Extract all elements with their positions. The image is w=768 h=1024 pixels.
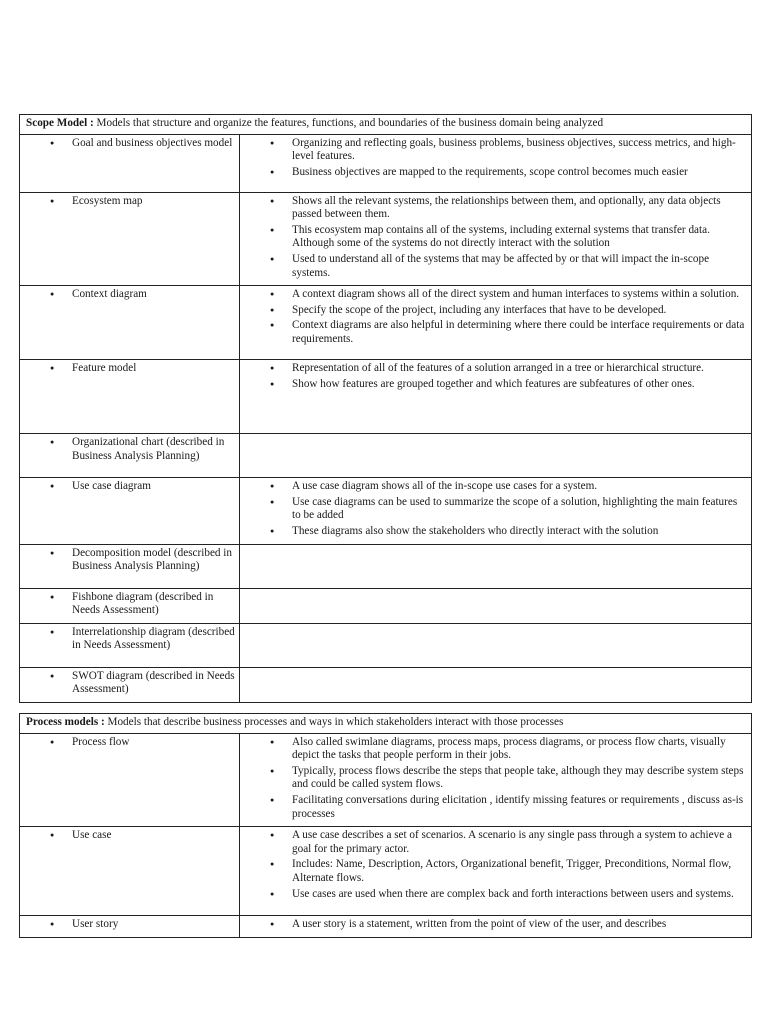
model-name: ● SWOT diagram (described in Needs Assessment) [24, 670, 235, 697]
description-point: ● Show how features are grouped together and which features are subfeatures of other ones. [244, 378, 747, 392]
process-header [20, 714, 752, 734]
model-name: ● Context diagram [24, 288, 235, 302]
model-description-cell [240, 434, 752, 478]
process-title: Process models : [26, 716, 105, 728]
table-row [20, 733, 752, 827]
model-description-cell [240, 360, 752, 434]
description-point: ● This ecosystem map contains all of the systems, including external systems that transfer data. Although some of the systems do not directly interact with the solution [244, 224, 747, 251]
scope-model-body [20, 115, 752, 703]
description-list [244, 829, 747, 901]
description-point: ● Includes: Name, Description, Actors, Organizational benefit, Trigger, Preconditions, Normal flow, Alternate flows. [244, 858, 747, 885]
description-point: ● Representation of all of the features of a solution arranged in a tree or hierarchical structure. [244, 362, 747, 376]
description-point: ● Also called swimlane diagrams, process maps, process diagrams, or process flow charts, visually depict the tasks that people perform in their jobs. [244, 736, 747, 763]
model-name: ● Decomposition model (described in Business Analysis Planning) [24, 547, 235, 574]
table-row [20, 134, 752, 192]
model-description-cell [240, 286, 752, 360]
model-name: ● Feature model [24, 362, 235, 376]
model-name-cell [20, 916, 240, 938]
process-models-table [19, 713, 752, 938]
model-description-cell [240, 544, 752, 588]
description-list [244, 918, 747, 932]
model-name-cell [20, 434, 240, 478]
model-name: ● User story [24, 918, 235, 932]
process-description: Models that describe business processes and ways in which stakeholders interact with those processes [104, 716, 564, 728]
process-models-body [20, 714, 752, 938]
scope-description: Models that structure and organize the features, functions, and boundaries of the business domain being analyzed [93, 117, 604, 129]
description-point: ● Use case diagrams can be used to summarize the scope of a solution, highlighting the main features to be added [244, 496, 747, 523]
scope-header-row [20, 115, 752, 135]
model-description-cell [240, 588, 752, 623]
table-row [20, 434, 752, 478]
description-point: ● Business objectives are mapped to the requirements, scope control becomes much easier [244, 166, 747, 180]
description-list [244, 195, 747, 281]
model-name-cell [20, 733, 240, 827]
table-row [20, 623, 752, 667]
table-row [20, 588, 752, 623]
scope-model-table [19, 114, 752, 703]
model-description-cell [240, 192, 752, 286]
table-row [20, 916, 752, 938]
description-list [244, 288, 747, 346]
table-row [20, 192, 752, 286]
model-name-list [24, 591, 235, 618]
model-description-cell [240, 733, 752, 827]
description-point: ● A use case describes a set of scenarios. A scenario is any single pass through a system to achieve a goal for the primary actor. [244, 829, 747, 856]
model-name-cell [20, 827, 240, 916]
model-name-list [24, 829, 235, 843]
table-row [20, 286, 752, 360]
description-point: ● These diagrams also show the stakeholders who directly interact with the solution [244, 525, 747, 539]
description-point: ● Specify the scope of the project, including any interfaces that have to be developed. [244, 304, 747, 318]
model-name-cell [20, 667, 240, 702]
model-description-cell [240, 623, 752, 667]
model-name-cell [20, 478, 240, 544]
table-row [20, 360, 752, 434]
model-name-cell [20, 192, 240, 286]
model-name-list [24, 547, 235, 574]
scope-title: Scope Model : [26, 117, 94, 129]
process-header-row [20, 714, 752, 734]
model-description-cell [240, 916, 752, 938]
description-point: ● A context diagram shows all of the direct system and human interfaces to systems within a solution. [244, 288, 747, 302]
model-name-list [24, 480, 235, 494]
model-name-list [24, 195, 235, 209]
model-name: ● Ecosystem map [24, 195, 235, 209]
description-point: ● Context diagrams are also helpful in determining where there could be interface requirements or data requirements. [244, 319, 747, 346]
table-row [20, 667, 752, 702]
model-name-list [24, 626, 235, 653]
model-name-list [24, 670, 235, 697]
model-name-list [24, 436, 235, 463]
model-name-cell [20, 360, 240, 434]
description-point: ● A user story is a statement, written from the point of view of the user, and describes [244, 918, 747, 932]
model-name: ● Goal and business objectives model [24, 137, 235, 151]
description-list [244, 362, 747, 391]
description-list [244, 137, 747, 180]
model-name: ● Use case diagram [24, 480, 235, 494]
model-name: ● Interrelationship diagram (described in Needs Assessment) [24, 626, 235, 653]
model-name-cell [20, 588, 240, 623]
description-list [244, 480, 747, 538]
description-point: ● Used to understand all of the systems that may be affected by or that will impact the in-scope systems. [244, 253, 747, 280]
model-description-cell [240, 827, 752, 916]
description-point: ● Typically, process flows describe the steps that people take, although they may describe system steps and could be called system flows. [244, 765, 747, 792]
model-name-list [24, 736, 235, 750]
model-name-cell [20, 134, 240, 192]
table-row [20, 478, 752, 544]
model-name-list [24, 137, 235, 151]
description-point: ● Shows all the relevant systems, the relationships between them, and optionally, any data objects passed between them. [244, 195, 747, 222]
model-name-cell [20, 623, 240, 667]
model-name-list [24, 362, 235, 376]
model-name: ● Fishbone diagram (described in Needs Assessment) [24, 591, 235, 618]
scope-header [20, 115, 752, 135]
description-list [244, 736, 747, 822]
description-point: ● Use cases are used when there are complex back and forth interactions between users and systems. [244, 888, 747, 902]
table-row [20, 827, 752, 916]
model-name: ● Organizational chart (described in Business Analysis Planning) [24, 436, 235, 463]
model-name-cell [20, 286, 240, 360]
model-description-cell [240, 478, 752, 544]
model-description-cell [240, 134, 752, 192]
description-point: ● A use case diagram shows all of the in-scope use cases for a system. [244, 480, 747, 494]
description-point: ● Facilitating conversations during elicitation , identify missing features or requirements , discuss as-is processes [244, 794, 747, 821]
model-name-cell [20, 544, 240, 588]
model-name-list [24, 288, 235, 302]
model-description-cell [240, 667, 752, 702]
model-name: ● Process flow [24, 736, 235, 750]
description-point: ● Organizing and reflecting goals, business problems, business objectives, success metrics, and high-level features. [244, 137, 747, 164]
model-name: ● Use case [24, 829, 235, 843]
table-row [20, 544, 752, 588]
model-name-list [24, 918, 235, 932]
